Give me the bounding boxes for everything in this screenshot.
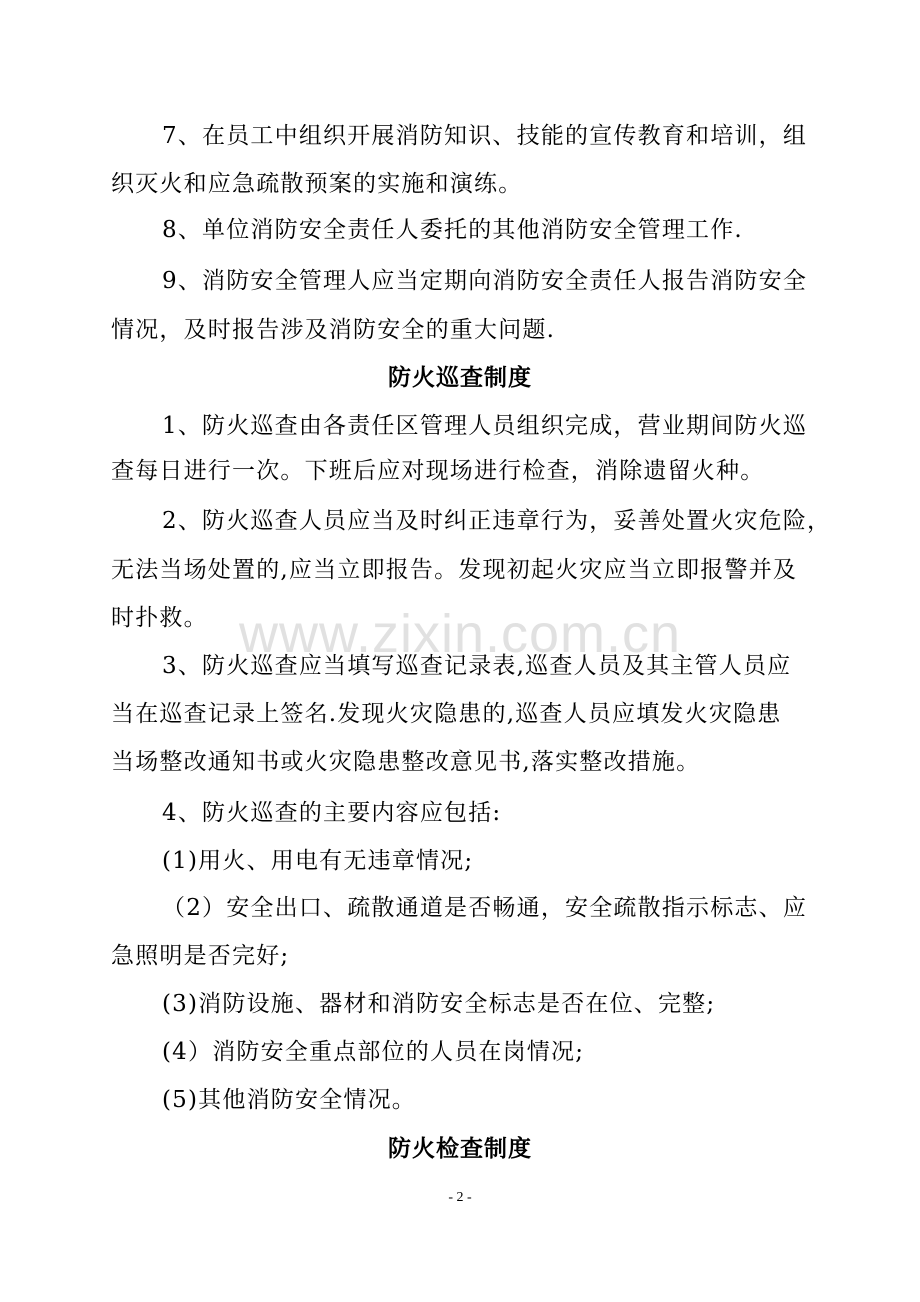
text-line: 8、单位消防安全责任人委托的其他消防安全管理工作. bbox=[162, 217, 743, 243]
text-line: 4、防火巡查的主要内容应包括: bbox=[162, 800, 502, 826]
text-line: 无法当场处置的,应当立即报告。发现初起火灾应当立即报警并及 bbox=[111, 557, 798, 583]
text-line: (5)其他消防安全情况。 bbox=[162, 1087, 416, 1113]
text-line: 急照明是否完好; bbox=[111, 943, 290, 969]
text-line: (3)消防设施、器材和消防安全标志是否在位、完整; bbox=[162, 991, 716, 1017]
text-line: （2）安全出口、疏散通道是否畅通，安全疏散指示标志、应 bbox=[162, 895, 808, 921]
text-line: 2、防火巡查人员应当及时纠正违章行为，妥善处置火灾危险， bbox=[162, 508, 832, 534]
text-line: 情况，及时报告涉及消防安全的重大问题. bbox=[111, 317, 556, 343]
text-line: (4）消防安全重点部位的人员在岗情况; bbox=[162, 1039, 585, 1065]
text-line: 1、防火巡查由各责任区管理人员组织完成，营业期间防火巡 bbox=[162, 413, 808, 439]
watermark: www.zixin.com.cn bbox=[238, 604, 682, 664]
text-line: 查每日进行一次。下班后应对现场进行检查，消除遗留火种。 bbox=[111, 458, 765, 484]
text-line: 3、防火巡查应当填写巡查记录表,巡查人员及其主管人员应 bbox=[162, 653, 792, 679]
text-line: 9、消防安全管理人应当定期向消防安全责任人报告消防安全 bbox=[162, 268, 808, 294]
section-heading-inspection: 防火检查制度 bbox=[388, 1135, 532, 1162]
text-line: 当场整改通知书或火灾隐患整改意见书,落实整改措施。 bbox=[111, 749, 701, 775]
page-number: - 2 - bbox=[448, 1190, 472, 1205]
text-line: 当在巡查记录上签名.发现火灾隐患的,巡查人员应填发火灾隐患 bbox=[111, 701, 782, 727]
text-line: 7、在员工中组织开展消防知识、技能的宣传教育和培训，组 bbox=[162, 123, 808, 149]
text-line: 织灭火和应急疏散预案的实施和演练。 bbox=[111, 171, 523, 197]
text-line: (1)用火、用电有无违章情况; bbox=[162, 848, 474, 874]
section-heading-patrol: 防火巡查制度 bbox=[388, 364, 532, 391]
text-line: 时扑救。 bbox=[111, 605, 208, 631]
